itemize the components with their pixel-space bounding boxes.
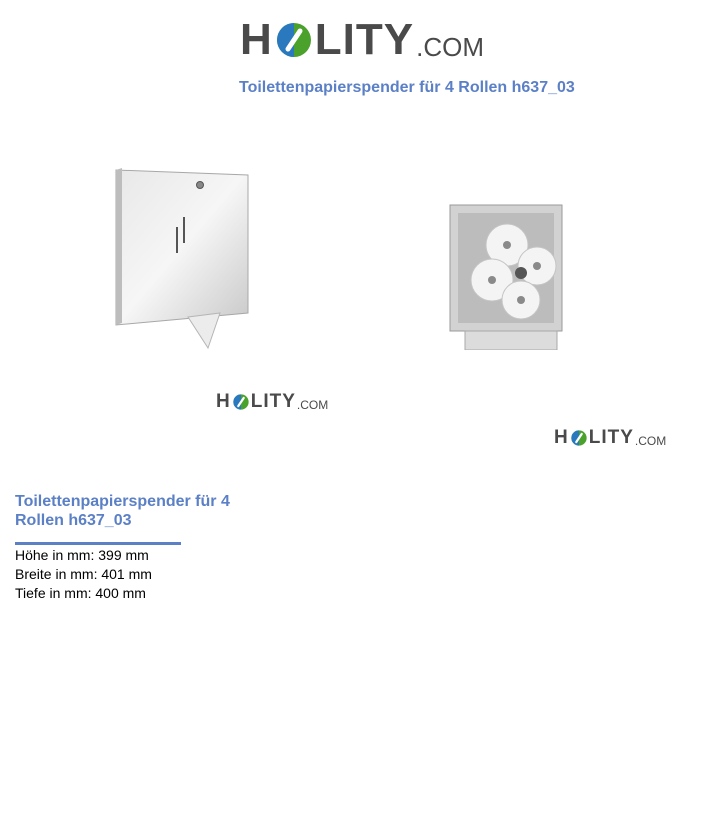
logo-letter-h: H (240, 15, 273, 64)
product-specs (15, 546, 152, 603)
logo-word: LITY (314, 15, 415, 64)
page-title: Toilettenpapierspender für 4 Rollen h637_03 (239, 79, 575, 96)
watermark-domain: .COM (296, 398, 329, 412)
spec-width: Breite in mm: 401 mm (15, 566, 152, 582)
watermark-logo-2 (554, 426, 666, 450)
product-title: Toilettenpapierspender für 4 Rollen h637_03 (15, 493, 230, 529)
holity-o-icon (274, 20, 314, 60)
holity-o-icon (570, 429, 588, 447)
watermark-domain: .COM (634, 434, 667, 448)
dispenser-open-photo (445, 200, 567, 350)
watermark-letter-h: H (554, 427, 569, 448)
logo-domain: .COM (416, 31, 484, 62)
holity-o-icon (232, 393, 250, 411)
watermark-word: LITY (588, 427, 634, 448)
watermark-logo-1 (216, 390, 328, 414)
watermark-letter-h: H (216, 391, 231, 412)
holity-logo[interactable] (240, 14, 484, 66)
dispenser-closed-photo (108, 165, 258, 350)
title-underline (15, 542, 181, 545)
spec-height: Höhe in mm: 399 mm (15, 547, 149, 563)
watermark-word: LITY (250, 391, 296, 412)
spec-depth: Tiefe in mm: 400 mm (15, 585, 146, 601)
